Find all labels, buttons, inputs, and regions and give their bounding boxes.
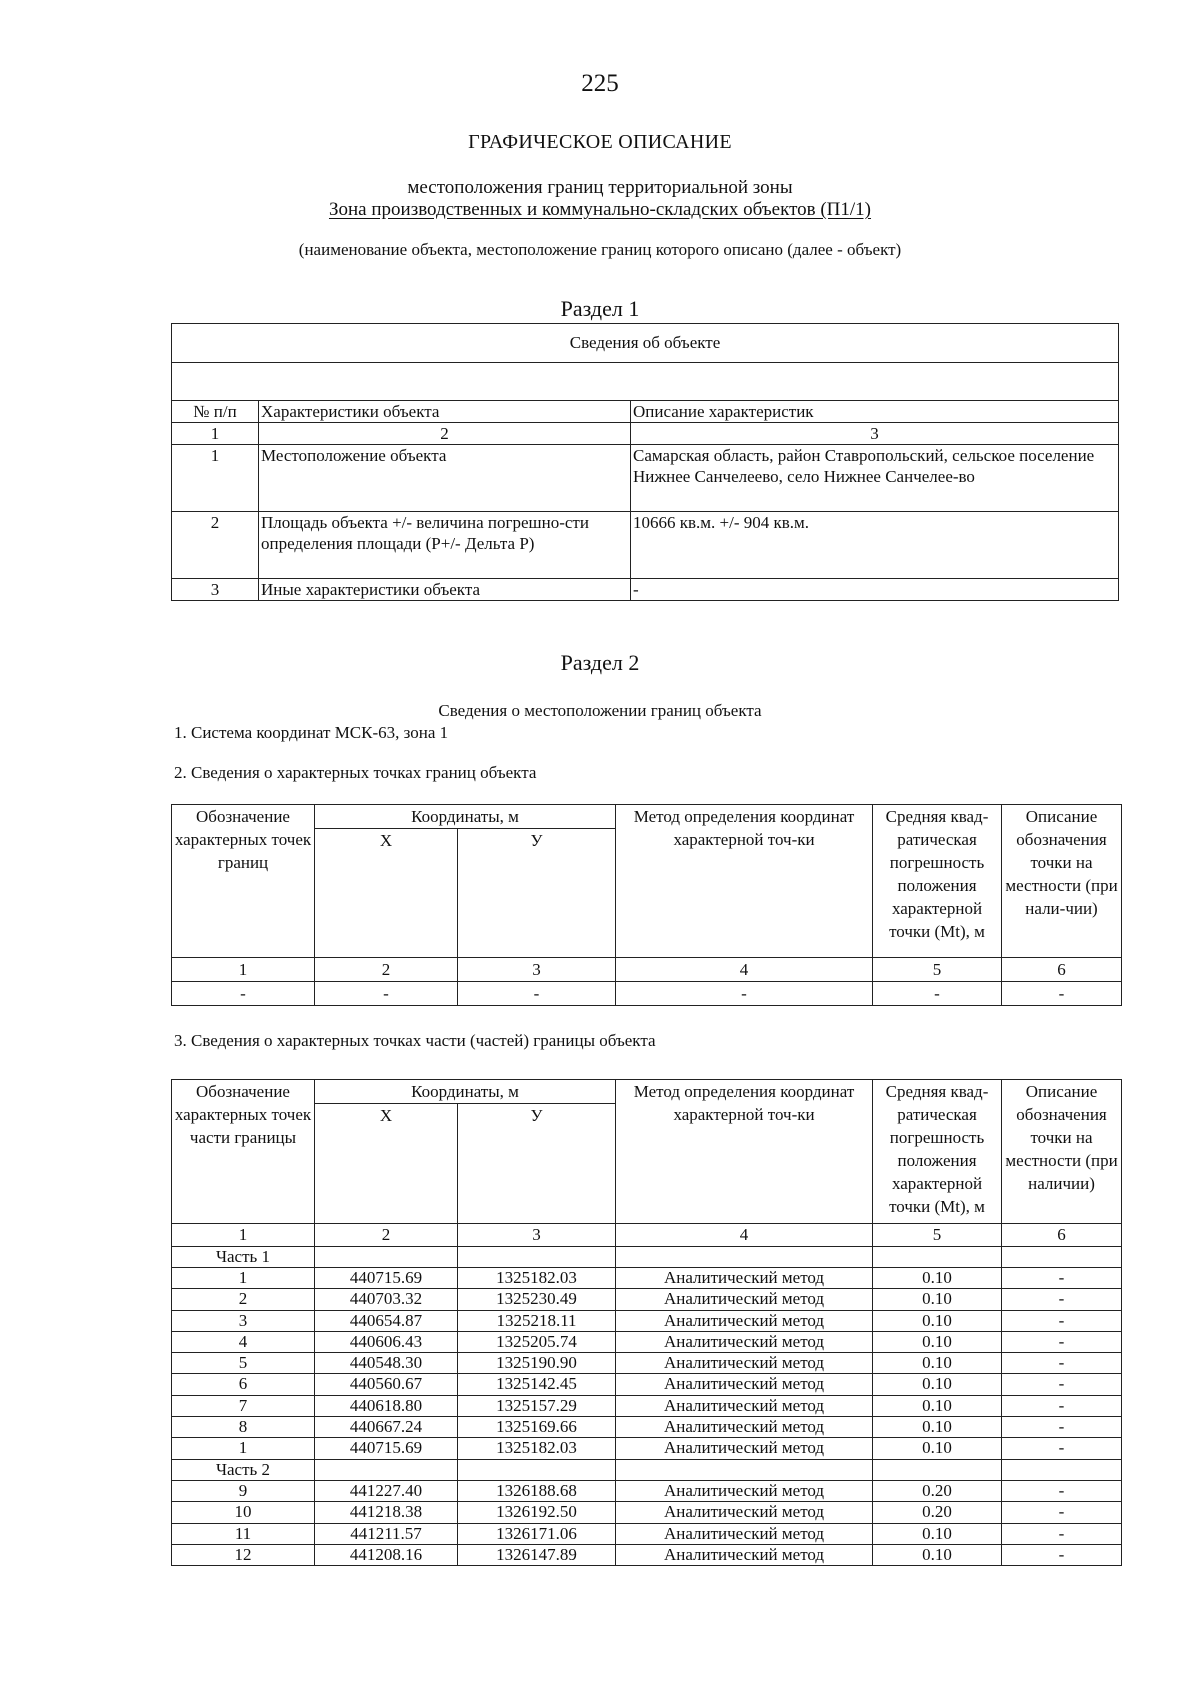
coord-y: 1325142.45 xyxy=(458,1374,616,1395)
coord-y: 1326147.89 xyxy=(458,1544,616,1565)
numbering-cell: 6 xyxy=(1002,958,1122,982)
header-characteristic: Характеристики объекта xyxy=(259,401,631,423)
coord-x: 440703.32 xyxy=(315,1289,458,1310)
numbering-cell: 5 xyxy=(873,1224,1002,1247)
description: - xyxy=(1002,1417,1122,1438)
document-title: ГРАФИЧЕСКОЕ ОПИСАНИЕ xyxy=(468,131,732,153)
table-row xyxy=(172,1438,1122,1459)
part-label-row xyxy=(172,1246,1122,1267)
numbering-cell: 2 xyxy=(315,958,458,982)
table-row xyxy=(172,1523,1122,1544)
method: Аналитический метод xyxy=(616,1374,873,1395)
coord-x: 440618.80 xyxy=(315,1395,458,1416)
accuracy: 0.10 xyxy=(873,1331,1002,1352)
method: Аналитический метод xyxy=(616,1331,873,1352)
point-id: 6 xyxy=(172,1374,315,1395)
coord-y: 1325169.66 xyxy=(458,1417,616,1438)
method: Аналитический метод xyxy=(616,1523,873,1544)
coord-y: 1325157.29 xyxy=(458,1395,616,1416)
header-method: Метод определения координат характерной точ-ки xyxy=(616,1080,873,1224)
numbering-cell: 6 xyxy=(1002,1224,1122,1247)
accuracy: 0.10 xyxy=(873,1395,1002,1416)
object-info-title: Сведения об объекте xyxy=(172,324,1119,363)
coord-x: 441211.57 xyxy=(315,1523,458,1544)
empty-cell xyxy=(1002,1246,1122,1267)
method: Аналитический метод xyxy=(616,1417,873,1438)
object-info-blank-row xyxy=(172,363,1119,401)
dash-cell: - xyxy=(1002,982,1122,1006)
section1-heading: Раздел 1 xyxy=(560,296,640,321)
row-number: 2 xyxy=(172,512,259,579)
empty-cell xyxy=(1002,1459,1122,1480)
empty-cell xyxy=(315,1459,458,1480)
header-coordinates: Координаты, м xyxy=(315,805,616,829)
coord-y: 1325190.90 xyxy=(458,1353,616,1374)
description: - xyxy=(1002,1544,1122,1565)
point-id: 1 xyxy=(172,1438,315,1459)
object-info-table xyxy=(171,323,1119,601)
dash-cell: - xyxy=(315,982,458,1006)
point-id: 7 xyxy=(172,1395,315,1416)
header-accuracy: Средняя квад-ратическая погрешность положения характерной точки (Mt), м xyxy=(873,1080,1002,1224)
numbering-cell: 4 xyxy=(616,958,873,982)
coord-y: 1326192.50 xyxy=(458,1502,616,1523)
description: - xyxy=(1002,1395,1122,1416)
dash-cell: - xyxy=(458,982,616,1006)
header-y: У xyxy=(458,1104,616,1224)
section2-heading: Раздел 2 xyxy=(560,650,640,675)
boundary-points-table xyxy=(171,804,1122,1006)
part-label: Часть 2 xyxy=(172,1459,315,1480)
method: Аналитический метод xyxy=(616,1310,873,1331)
numbering-cell: 1 xyxy=(172,423,259,445)
point-id: 12 xyxy=(172,1544,315,1565)
coord-x: 441208.16 xyxy=(315,1544,458,1565)
header-number: № п/п xyxy=(172,401,259,423)
coord-y: 1325182.03 xyxy=(458,1438,616,1459)
numbering-cell: 1 xyxy=(172,958,315,982)
numbering-cell: 3 xyxy=(458,1224,616,1247)
coord-y: 1326171.06 xyxy=(458,1523,616,1544)
header-points: Обозначение характерных точек границ xyxy=(172,805,315,958)
point-id: 2 xyxy=(172,1289,315,1310)
row-number: 3 xyxy=(172,579,259,601)
table-row xyxy=(172,1544,1122,1565)
coord-x: 440560.67 xyxy=(315,1374,458,1395)
coord-x: 441227.40 xyxy=(315,1480,458,1501)
coord-y: 1325205.74 xyxy=(458,1331,616,1352)
numbering-cell: 4 xyxy=(616,1224,873,1247)
header-description: Описание обозначения точки на местности (при нали-чии) xyxy=(1002,805,1122,958)
method: Аналитический метод xyxy=(616,1480,873,1501)
document-subtitle: местоположения границ территориальной зоны xyxy=(407,177,793,198)
dash-cell: - xyxy=(172,982,315,1006)
dash-cell: - xyxy=(873,982,1002,1006)
parts-body xyxy=(172,1246,1122,1565)
accuracy: 0.20 xyxy=(873,1480,1002,1501)
row-characteristic: Местоположение объекта xyxy=(259,445,631,512)
header-x: X xyxy=(315,829,458,958)
table-row xyxy=(172,1417,1122,1438)
accuracy: 0.10 xyxy=(873,1544,1002,1565)
header-y: У xyxy=(458,829,616,958)
numbering-cell: 3 xyxy=(458,958,616,982)
header-points: Обозначение характерных точек части границы xyxy=(172,1080,315,1224)
accuracy: 0.10 xyxy=(873,1438,1002,1459)
object-name xyxy=(0,199,1200,221)
point-id: 8 xyxy=(172,1417,315,1438)
point-id: 9 xyxy=(172,1480,315,1501)
coord-x: 440715.69 xyxy=(315,1268,458,1289)
coord-x: 440606.43 xyxy=(315,1331,458,1352)
method: Аналитический метод xyxy=(616,1395,873,1416)
accuracy: 0.20 xyxy=(873,1502,1002,1523)
description: - xyxy=(1002,1310,1122,1331)
row-value: Самарская область, район Ставропольский, сельское поселение Нижнее Санчелеево, село Нижнее Санчелее-во xyxy=(631,445,1119,512)
method: Аналитический метод xyxy=(616,1289,873,1310)
coord-y: 1325230.49 xyxy=(458,1289,616,1310)
coord-y: 1325218.11 xyxy=(458,1310,616,1331)
accuracy: 0.10 xyxy=(873,1417,1002,1438)
coord-x: 440667.24 xyxy=(315,1417,458,1438)
table-row xyxy=(172,1395,1122,1416)
table-row xyxy=(172,1310,1122,1331)
description: - xyxy=(1002,1353,1122,1374)
row-characteristic: Иные характеристики объекта xyxy=(259,579,631,601)
accuracy: 0.10 xyxy=(873,1289,1002,1310)
coord-x: 440654.87 xyxy=(315,1310,458,1331)
empty-cell xyxy=(458,1459,616,1480)
point-id: 5 xyxy=(172,1353,315,1374)
coordinate-system: 1. Система координат МСК-63, зона 1 xyxy=(174,723,449,742)
coord-x: 440715.69 xyxy=(315,1438,458,1459)
points-title: 2. Сведения о характерных точках границ объекта xyxy=(174,763,537,782)
coord-y: 1325182.03 xyxy=(458,1268,616,1289)
numbering-cell: 1 xyxy=(172,1224,315,1247)
part-points-table xyxy=(171,1079,1122,1566)
point-id: 10 xyxy=(172,1502,315,1523)
accuracy: 0.10 xyxy=(873,1310,1002,1331)
accuracy: 0.10 xyxy=(873,1268,1002,1289)
coord-x: 441218.38 xyxy=(315,1502,458,1523)
row-value: - xyxy=(631,579,1119,601)
point-id: 4 xyxy=(172,1331,315,1352)
numbering-cell: 3 xyxy=(631,423,1119,445)
object-caption: (наименование объекта, местоположение границ которого описано (далее - объект) xyxy=(298,240,902,259)
table-row xyxy=(172,1268,1122,1289)
method: Аналитический метод xyxy=(616,1544,873,1565)
part-label-row xyxy=(172,1459,1122,1480)
description: - xyxy=(1002,1268,1122,1289)
description: - xyxy=(1002,1523,1122,1544)
table-row xyxy=(172,1374,1122,1395)
table-row xyxy=(172,1289,1122,1310)
parts-title: 3. Сведения о характерных точках части (частей) границы объекта xyxy=(174,1031,656,1050)
method: Аналитический метод xyxy=(616,1502,873,1523)
table-row xyxy=(172,1480,1122,1501)
empty-cell xyxy=(616,1459,873,1480)
header-description: Описание обозначения точки на местности (при наличии) xyxy=(1002,1080,1122,1224)
dash-cell: - xyxy=(616,982,873,1006)
table-row xyxy=(172,1353,1122,1374)
description: - xyxy=(1002,1480,1122,1501)
point-id: 3 xyxy=(172,1310,315,1331)
table-row xyxy=(172,1331,1122,1352)
description: - xyxy=(1002,1331,1122,1352)
empty-cell xyxy=(315,1246,458,1267)
header-accuracy: Средняя квад-ратическая погрешность положения характерной точки (Mt), м xyxy=(873,805,1002,958)
coord-y: 1326188.68 xyxy=(458,1480,616,1501)
header-coordinates: Координаты, м xyxy=(315,1080,616,1104)
empty-cell xyxy=(458,1246,616,1267)
numbering-cell: 2 xyxy=(315,1224,458,1247)
description: - xyxy=(1002,1289,1122,1310)
section2-subheading: Сведения о местоположении границ объекта xyxy=(438,701,762,720)
table-row xyxy=(172,1502,1122,1523)
header-x: X xyxy=(315,1104,458,1224)
description: - xyxy=(1002,1374,1122,1395)
accuracy: 0.10 xyxy=(873,1523,1002,1544)
method: Аналитический метод xyxy=(616,1353,873,1374)
accuracy: 0.10 xyxy=(873,1353,1002,1374)
description: - xyxy=(1002,1502,1122,1523)
header-description: Описание характеристик xyxy=(631,401,1119,423)
accuracy: 0.10 xyxy=(873,1374,1002,1395)
row-value: 10666 кв.м. +/- 904 кв.м. xyxy=(631,512,1119,579)
description: - xyxy=(1002,1438,1122,1459)
coord-x: 440548.30 xyxy=(315,1353,458,1374)
point-id: 11 xyxy=(172,1523,315,1544)
empty-cell xyxy=(873,1246,1002,1267)
row-characteristic: Площадь объекта +/- величина погрешно-сти определения площади (P+/- Дельта P) xyxy=(259,512,631,579)
point-id: 1 xyxy=(172,1268,315,1289)
object-name-text: Зона производственных и коммунально-складских объектов (П1/1) xyxy=(328,199,872,220)
part-label: Часть 1 xyxy=(172,1246,315,1267)
empty-cell xyxy=(873,1459,1002,1480)
method: Аналитический метод xyxy=(616,1438,873,1459)
header-method: Метод определения координат характерной точ-ки xyxy=(616,805,873,958)
empty-cell xyxy=(616,1246,873,1267)
numbering-cell: 5 xyxy=(873,958,1002,982)
row-number: 1 xyxy=(172,445,259,512)
numbering-cell: 2 xyxy=(259,423,631,445)
page-number: 225 xyxy=(581,70,619,97)
method: Аналитический метод xyxy=(616,1268,873,1289)
